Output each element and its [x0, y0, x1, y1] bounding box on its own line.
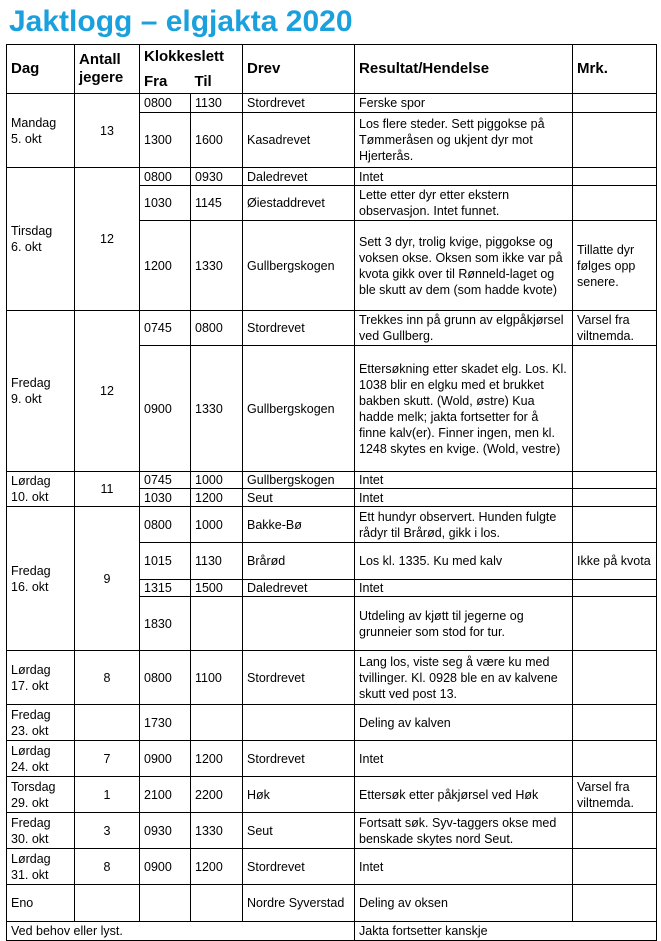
time-from: 0900: [140, 741, 191, 777]
hunting-log-table: [6, 44, 657, 941]
time-to: 1200: [191, 489, 243, 507]
result-cell: Intet: [355, 489, 573, 507]
header-dag: Dag: [7, 45, 75, 94]
drev-cell: Høk: [243, 777, 355, 813]
day-cell: [7, 741, 75, 777]
time-to: 1145: [191, 186, 243, 221]
hunters-count: 13: [75, 94, 140, 168]
time-from: 0930: [140, 813, 191, 849]
time-to: 1200: [191, 849, 243, 885]
note-cell: [573, 849, 657, 885]
result-cell: Fortsatt søk. Syv-taggers okse med benskade skytes nord Seut.: [355, 813, 573, 849]
drev-cell: Daledrevet: [243, 580, 355, 597]
note-cell: [573, 186, 657, 221]
footer-right: Jakta fortsetter kanskje: [355, 922, 657, 941]
day-date: 30. okt: [11, 831, 49, 846]
day-date: 5. okt: [11, 131, 42, 146]
hunters-count: [75, 705, 140, 741]
note-cell: [573, 597, 657, 651]
table-row: [7, 741, 657, 777]
day-date: 17. okt: [11, 678, 49, 693]
result-cell: Deling av oksen: [355, 885, 573, 922]
header-mrk: Mrk.: [573, 45, 657, 94]
note-cell: [573, 472, 657, 489]
time-to: [191, 597, 243, 651]
header-klokkeslett: Klokkeslett: [140, 45, 243, 74]
note-cell: [573, 507, 657, 543]
day-date: 6. okt: [11, 240, 42, 254]
result-cell: Intet: [355, 849, 573, 885]
time-to: 1600: [191, 113, 243, 168]
result-cell: Utdeling av kjøtt til jegerne og grunneier som stod for tur.: [355, 597, 573, 651]
table-row: [7, 813, 657, 849]
drev-cell: Gullbergskogen: [243, 346, 355, 472]
result-cell: Lang los, viste seg å være ku med tvillinger. Kl. 0928 ble en av kalvene skutt ved post 13.: [355, 651, 573, 705]
drev-cell: Stordrevet: [243, 311, 355, 346]
drev-cell: Nordre Syverstad: [243, 885, 355, 922]
drev-cell: Bakke-Bø: [243, 507, 355, 543]
time-to: 0930: [191, 168, 243, 186]
day-name: Fredag: [11, 707, 51, 722]
day-date: 23. okt: [11, 723, 49, 738]
time-to: [191, 705, 243, 741]
day-name: Fredag: [11, 815, 51, 830]
time-to: 1130: [191, 94, 243, 113]
hunters-count: 1: [75, 777, 140, 813]
header-fra: Fra: [140, 73, 191, 93]
day-cell: [7, 168, 75, 311]
time-from: 0800: [140, 651, 191, 705]
day-name: Fredag: [11, 563, 51, 578]
drev-cell: [243, 705, 355, 741]
time-from: 0800: [140, 168, 191, 186]
drev-cell: Gullbergskogen: [243, 472, 355, 489]
day-cell: [7, 885, 75, 922]
log-body: [7, 94, 657, 922]
time-to: 1500: [191, 580, 243, 597]
time-to: 2200: [191, 777, 243, 813]
day-name: Lørdag: [11, 474, 51, 488]
time-from: 0800: [140, 94, 191, 113]
result-cell: Ett hundyr observert. Hunden fulgte rådyr til Brårød, gikk i los.: [355, 507, 573, 543]
table-row: [7, 168, 657, 186]
footer-left: Ved behov eller lyst.: [7, 922, 355, 941]
day-cell: [7, 651, 75, 705]
time-to: 1200: [191, 741, 243, 777]
result-cell: Los flere steder. Sett piggokse på Tømmeråsen og ukjent dyr mot Hjerterås.: [355, 113, 573, 168]
note-cell: [573, 651, 657, 705]
header-resultat: Resultat/Hendelse: [355, 45, 573, 94]
hunters-count: 8: [75, 651, 140, 705]
day-date: 31. okt: [11, 867, 49, 882]
table-row: [7, 651, 657, 705]
day-date: 24. okt: [11, 759, 49, 774]
result-cell: Intet: [355, 741, 573, 777]
hunters-count: 9: [75, 507, 140, 651]
note-cell: [573, 813, 657, 849]
day-date: 16. okt: [11, 579, 49, 594]
header-antall-line1: Antall: [79, 51, 121, 68]
time-from: 1030: [140, 186, 191, 221]
note-cell: [573, 580, 657, 597]
note-cell: [573, 168, 657, 186]
hunters-count: 12: [75, 168, 140, 311]
time-to: 1130: [191, 543, 243, 580]
hunters-count: 7: [75, 741, 140, 777]
table-row: [7, 777, 657, 813]
note-cell: [573, 489, 657, 507]
result-cell: Los kl. 1335. Ku med kalv: [355, 543, 573, 580]
day-cell: [7, 472, 75, 507]
time-from: 1830: [140, 597, 191, 651]
time-to: [191, 885, 243, 922]
hunters-count: 3: [75, 813, 140, 849]
hunters-count: 11: [75, 472, 140, 507]
day-name: Mandag: [11, 115, 57, 130]
header-antall-line2: jegere: [79, 69, 124, 86]
note-cell: [573, 741, 657, 777]
table-row: [7, 849, 657, 885]
hunters-count: 8: [75, 849, 140, 885]
result-cell: Sett 3 dyr, trolig kvige, piggokse og voksen okse. Oksen som ikke var på kvota gikk over til Rønneld-laget og ble skutt av dem (som hadde kvote): [355, 221, 573, 311]
time-from: 0745: [140, 311, 191, 346]
time-to: 1330: [191, 346, 243, 472]
note-cell: [573, 94, 657, 113]
time-from: 1030: [140, 489, 191, 507]
note-cell: [573, 113, 657, 168]
time-from: 2100: [140, 777, 191, 813]
day-name: Lørdag: [11, 662, 51, 677]
time-from: 1200: [140, 221, 191, 311]
drev-cell: Stordrevet: [243, 849, 355, 885]
drev-cell: Stordrevet: [243, 741, 355, 777]
time-to: 1100: [191, 651, 243, 705]
result-cell: Lette etter dyr etter ekstern observasjon. Intet funnet.: [355, 186, 573, 221]
day-cell: [7, 705, 75, 741]
result-cell: Trekkes inn på grunn av elgpåkjørsel ved Gullberg.: [355, 311, 573, 346]
drev-cell: Gullbergskogen: [243, 221, 355, 311]
time-from: 1300: [140, 113, 191, 168]
table-row: [7, 507, 657, 543]
header-til: Til: [191, 73, 243, 93]
result-cell: Intet: [355, 168, 573, 186]
day-date: 10. okt: [11, 490, 49, 504]
table-row: [7, 705, 657, 741]
time-from: [140, 885, 191, 922]
header-antall-jegere: [75, 45, 140, 94]
day-date: 9. okt: [11, 392, 42, 406]
page-title: Jaktlogg – elgjakta 2020: [9, 5, 353, 38]
drev-cell: Øiestaddrevet: [243, 186, 355, 221]
time-to: 1000: [191, 472, 243, 489]
time-from: 0800: [140, 507, 191, 543]
drev-cell: Stordrevet: [243, 94, 355, 113]
drev-cell: Stordrevet: [243, 651, 355, 705]
result-cell: Intet: [355, 472, 573, 489]
note-cell: [573, 885, 657, 922]
hunters-count: 12: [75, 311, 140, 472]
note-cell: [573, 346, 657, 472]
note-cell: Varsel fra viltnemda.: [573, 311, 657, 346]
time-from: 1015: [140, 543, 191, 580]
note-cell: [573, 705, 657, 741]
time-from: 1730: [140, 705, 191, 741]
day-name: Fredag: [11, 376, 51, 390]
drev-cell: [243, 597, 355, 651]
time-to: 1000: [191, 507, 243, 543]
drev-cell: Kasadrevet: [243, 113, 355, 168]
day-date: 29. okt: [11, 795, 49, 810]
day-cell: [7, 507, 75, 651]
drev-cell: Daledrevet: [243, 168, 355, 186]
result-cell: Intet: [355, 580, 573, 597]
day-cell: [7, 94, 75, 168]
day-cell: [7, 849, 75, 885]
result-cell: Deling av kalven: [355, 705, 573, 741]
result-cell: Ettersøk etter påkjørsel ved Høk: [355, 777, 573, 813]
time-to: 1330: [191, 221, 243, 311]
drev-cell: Seut: [243, 489, 355, 507]
time-to: 1330: [191, 813, 243, 849]
table-row: [7, 311, 657, 346]
day-cell: [7, 813, 75, 849]
table-row: [7, 885, 657, 922]
day-name: Lørdag: [11, 851, 51, 866]
result-cell: Ettersøkning etter skadet elg. Los. Kl. 1038 blir en elgku med et brukket bakben skutt. (Wold, østre) Kua hadde melk; jakta fortsetter for å finne kalv(er). Finner ingen, men kl. 1248 skytes en kvige. (Wold, vestre): [355, 346, 573, 472]
time-from: 1315: [140, 580, 191, 597]
result-cell: Ferske spor: [355, 94, 573, 113]
drev-cell: Brårød: [243, 543, 355, 580]
time-from: 0900: [140, 849, 191, 885]
drev-cell: Seut: [243, 813, 355, 849]
table-row: [7, 94, 657, 113]
hunters-count: [75, 885, 140, 922]
day-name: Eno: [11, 896, 34, 910]
time-from: 0900: [140, 346, 191, 472]
day-name: Lørdag: [11, 743, 51, 758]
header-drev: Drev: [243, 45, 355, 94]
day-cell: [7, 777, 75, 813]
time-to: 0800: [191, 311, 243, 346]
note-cell: Tillatte dyr følges opp senere.: [573, 221, 657, 311]
day-name: Tirsdag: [11, 224, 53, 238]
time-from: 0745: [140, 472, 191, 489]
day-cell: [7, 311, 75, 472]
note-cell: Varsel fra viltnemda.: [573, 777, 657, 813]
note-cell: Ikke på kvota: [573, 543, 657, 580]
day-name: Torsdag: [11, 779, 56, 794]
table-row: [7, 472, 657, 489]
